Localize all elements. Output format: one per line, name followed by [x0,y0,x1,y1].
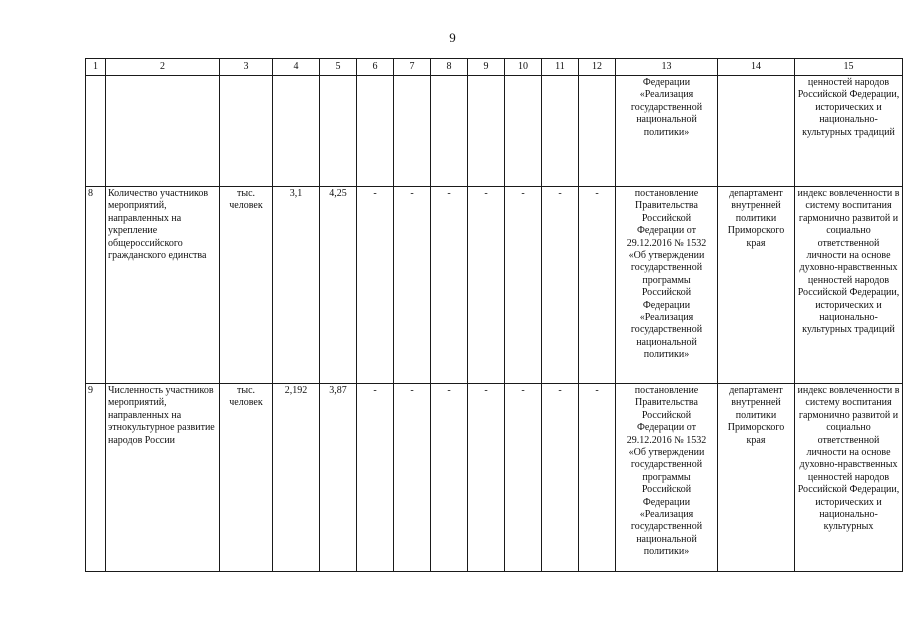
empty-cell [273,76,320,187]
value-col4: 2,192 [273,384,320,572]
table-row [86,187,903,384]
indicator-cell: индекс вовлеченности в систему воспитания гармонично развитой и социально ответственной личности на основе духовно-нравственных ценностей народов Российской Федерации, исторических и национально-культурных [795,384,903,572]
empty-cell [394,76,431,187]
value-col5: 3,87 [320,384,357,572]
dash-cell: - [394,187,431,384]
empty-cell [220,76,273,187]
table-row [86,384,903,572]
indicator-cell: индекс вовлеченности в систему воспитания гармонично развитой и социально ответственной личности на основе духовно-нравственных ценностей народов Российской Федерации, исторических и национально-культурных традиций [795,187,903,384]
dash-cell: - [431,187,468,384]
continuation-row [86,76,903,187]
legal-document-cell: постановление Правительства Российской Федерации от 29.12.2016 № 1532 «Об утверждении государственной программы Российской Федерации «Реализация государственной национальной политики» [616,187,718,384]
dash-cell: - [357,187,394,384]
indicator-cell: ценностей народов Российской Федерации, исторических и национально-культурных традиций [795,76,903,187]
empty-cell [106,76,220,187]
empty-cell [505,76,542,187]
column-header: 9 [468,59,505,76]
empty-cell [542,76,579,187]
column-header: 10 [505,59,542,76]
column-header: 4 [273,59,320,76]
dash-cell: - [394,384,431,572]
empty-cell [320,76,357,187]
value-col4: 3,1 [273,187,320,384]
column-header: 6 [357,59,394,76]
column-header: 12 [579,59,616,76]
empty-cell [86,76,106,187]
column-header: 3 [220,59,273,76]
column-header: 2 [106,59,220,76]
dash-cell: - [542,187,579,384]
department-cell: департамент внутренней политики Приморского края [718,384,795,572]
column-header: 5 [320,59,357,76]
empty-cell [431,76,468,187]
column-header: 15 [795,59,903,76]
dash-cell: - [505,384,542,572]
column-number-row [86,59,903,76]
dash-cell: - [431,384,468,572]
empty-cell [718,76,795,187]
dash-cell: - [579,187,616,384]
column-header: 7 [394,59,431,76]
column-header: 14 [718,59,795,76]
department-cell: департамент внутренней политики Приморского края [718,187,795,384]
dash-cell: - [542,384,579,572]
page-number: 9 [449,30,456,45]
legal-document-cell: Федерации «Реализация государственной национальной политики» [616,76,718,187]
dash-cell: - [468,384,505,572]
unit-cell: тыс. человек [220,187,273,384]
unit-cell: тыс. человек [220,384,273,572]
indicators-table [85,58,903,572]
dash-cell: - [468,187,505,384]
empty-cell [468,76,505,187]
column-header: 1 [86,59,106,76]
column-header: 13 [616,59,718,76]
indicator-name: Численность участников мероприятий, направленных на этнокультурное развитие народов России [106,384,220,572]
dash-cell: - [357,384,394,572]
value-col5: 4,25 [320,187,357,384]
column-header: 8 [431,59,468,76]
row-number: 9 [86,384,106,572]
dash-cell: - [505,187,542,384]
dash-cell: - [579,384,616,572]
empty-cell [357,76,394,187]
indicator-name: Количество участников мероприятий, направленных на укрепление общероссийского гражданского единства [106,187,220,384]
row-number: 8 [86,187,106,384]
column-header: 11 [542,59,579,76]
empty-cell [579,76,616,187]
legal-document-cell: постановление Правительства Российской Федерации от 29.12.2016 № 1532 «Об утверждении государственной программы Российской Федерации «Реализация государственной национальной политики» [616,384,718,572]
